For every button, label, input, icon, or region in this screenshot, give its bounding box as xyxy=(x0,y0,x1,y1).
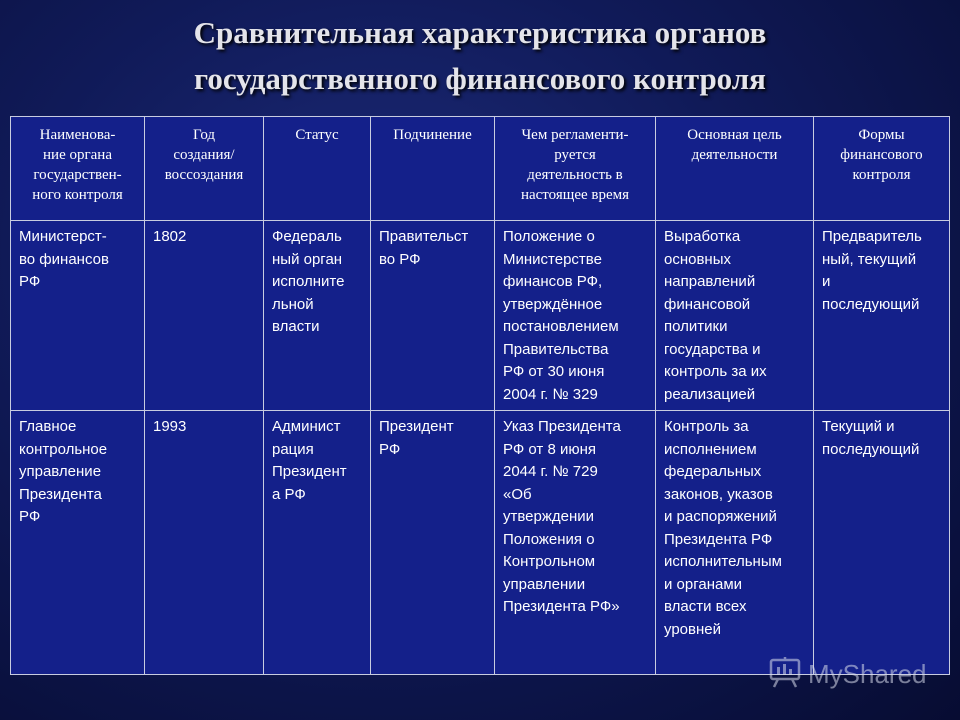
table-cell: Выработка основных направлений финансовой политики государства и контроль за их реализацией xyxy=(656,221,814,411)
header-cell-status: Статус xyxy=(264,117,371,221)
table-row xyxy=(11,221,950,411)
header-cell-control-forms: Формы финансового контроля xyxy=(814,117,950,221)
presentation-board-icon xyxy=(768,655,802,694)
table-header-row xyxy=(11,117,950,221)
watermark-text: MyShared xyxy=(808,659,927,689)
table-cell: 1993 xyxy=(145,411,264,675)
table-cell: Правительст во РФ xyxy=(371,221,495,411)
header-cell-year: Год создания/ воссоздания xyxy=(145,117,264,221)
header-cell-organ-name: Наименова- ние органа государствен- ного контроля xyxy=(11,117,145,221)
table-cell: Федераль ный орган исполните льной власти xyxy=(264,221,371,411)
slide-title-line-2: государственного финансового контроля xyxy=(194,61,766,96)
watermark xyxy=(768,655,927,694)
header-cell-subordination: Подчинение xyxy=(371,117,495,221)
table-cell: Предваритель ный, текущий и последующий xyxy=(814,221,950,411)
comparison-table xyxy=(10,116,950,675)
table-cell: Положение о Министерстве финансов РФ, утверждённое постановлением Правительства РФ от 30 июня 2004 г. № 329 xyxy=(495,221,656,411)
table-cell: Текущий и последующий xyxy=(814,411,950,675)
table-cell: Админист рация Президент а РФ xyxy=(264,411,371,675)
table-cell: Министерст- во финансов РФ xyxy=(11,221,145,411)
table-row xyxy=(11,411,950,675)
slide-title-line-1: Сравнительная характеристика органов xyxy=(193,15,767,50)
table-cell: Контроль за исполнением федеральных законов, указов и распоряжений Президента РФ исполнительным и органами власти всех уровней xyxy=(656,411,814,675)
table-cell: Президент РФ xyxy=(371,411,495,675)
table-cell: Указ Президента РФ от 8 июня 2044 г. № 729 «Об утверждении Положения о Контрольном управлении Президента РФ» xyxy=(495,411,656,675)
slide-title xyxy=(0,10,960,102)
table-cell: 1802 xyxy=(145,221,264,411)
table-cell: Главное контрольное управление Президента РФ xyxy=(11,411,145,675)
header-cell-goal: Основная цель деятельности xyxy=(656,117,814,221)
header-cell-regulation: Чем регламенти- руется деятельность в настоящее время xyxy=(495,117,656,221)
